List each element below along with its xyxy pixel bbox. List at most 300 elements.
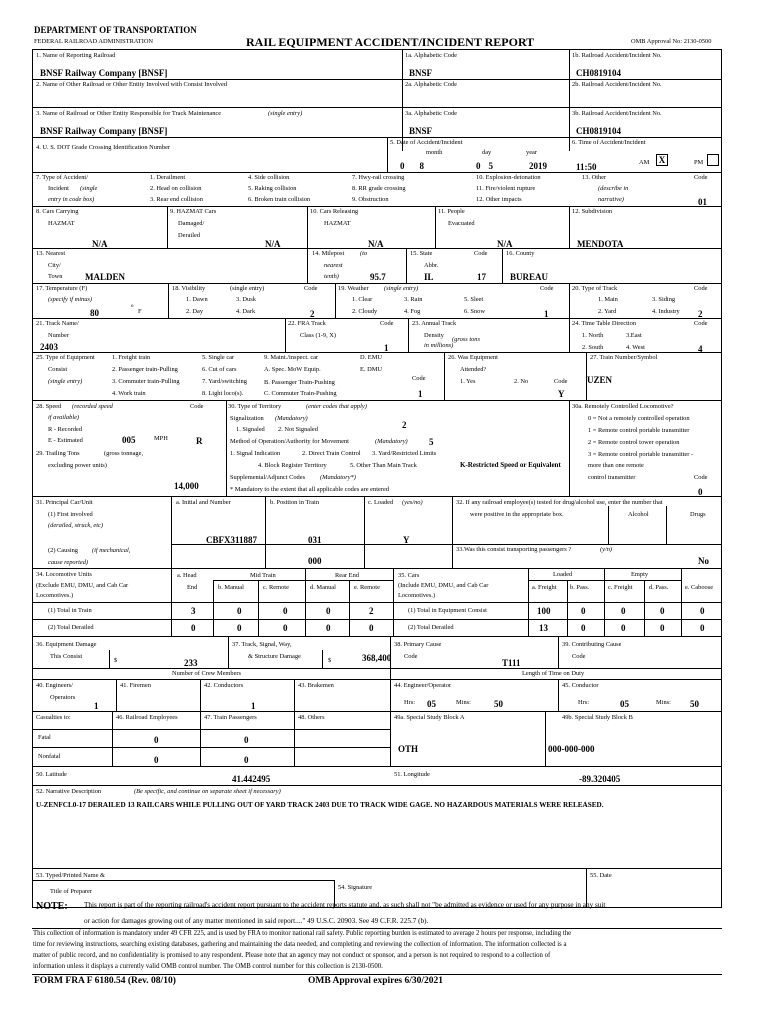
field-40-label: 40. Engineers/ (36, 682, 73, 689)
cars-e-caboose: e. Caboose (685, 584, 714, 591)
field-33-hint: (y/n) (600, 546, 613, 553)
field-49a-label: 49a. Special Study Block A (394, 714, 465, 721)
state-code-label: Code (474, 250, 488, 257)
loco-mid-label: Mid Train (250, 572, 276, 579)
field-8-label-b: HAZMAT (48, 220, 75, 227)
cars-total-derailed-label: (2) Total Derailed (408, 624, 454, 631)
supplemental-label: Supplemental/Adjunct Codes (230, 474, 306, 481)
passengers-fatal[interactable]: 0 (244, 735, 249, 745)
signalization-code[interactable]: 2 (402, 420, 407, 430)
field-22-label: 22. FRA Track (288, 320, 326, 327)
field-28-label: 28. Speed (36, 403, 62, 410)
loco-head-total[interactable]: 3 (191, 606, 196, 616)
field-35-label: 35. Cars (398, 572, 420, 579)
field-28-hint: (recorded speed (72, 403, 113, 410)
track-type-code[interactable]: 2 (698, 309, 703, 319)
wx-cloudy: 2. Cloudy (352, 308, 378, 315)
m-yard: 3. Yard/Restricted Limits (372, 450, 437, 457)
admin-title: FEDERAL RAILROAD ADMINISTRATION (34, 38, 154, 45)
field-23-label-b: Density (424, 332, 444, 339)
note-line-2: or action for damages growing out of any matter mentioned in said report...." 49 U.S.C. 20903. See 49 C.F.R. 225.7 (b). (84, 917, 429, 925)
m-block: 4. Block Register Territory (258, 462, 327, 469)
field-1-label: 1. Name of Reporting Railroad (36, 52, 116, 59)
frame-left (32, 49, 33, 907)
field-54-label: 54. Signature (338, 884, 373, 891)
field-48-label: 48. Others (298, 714, 325, 721)
loco-mid-manual: b. Manual (218, 584, 244, 591)
field-2-label: 2. Name of Other Railroad or Other Entity Involved with Consist Involved (36, 81, 227, 88)
field-7-label: 7. Type of Accident/ (36, 174, 88, 181)
field-34-label-b: (Exclude EMU, DMU, and Cab Car (36, 582, 129, 589)
cars-empty-pass-total[interactable]: 0 (660, 606, 665, 616)
maintenance-incident-no[interactable]: CH0819104 (576, 126, 621, 136)
field-40-label-b: Operators (50, 694, 76, 701)
field-30-hint: (enter codes that apply) (306, 403, 367, 410)
cars-caboose-total[interactable]: 0 (700, 606, 705, 616)
field-49b-label: 49b. Special Study Block B (562, 714, 633, 721)
dir-east: 3.East (626, 332, 642, 339)
field-19-hint: (single entry) (384, 285, 419, 292)
county-value[interactable]: BUREAU (510, 272, 549, 282)
m-signal: 1. Signal Indication (230, 450, 281, 457)
field-47-label: 47. Train Passengers (204, 714, 257, 721)
burden-line-1: This collection of information is mandatory under 49 CFR 225, and is used by FRA to monitor national rail safety. Public reporting burden is estimated to average 2 hours per response, including the (33, 930, 572, 937)
field-32-label-b: were positive in the appropriate box. (470, 511, 564, 518)
month-label: month (426, 149, 443, 156)
eq-yard: 7. Yard/switching (202, 378, 247, 385)
hazmat-carrying-value[interactable]: N/A (92, 239, 108, 249)
field-7-hint: (single (80, 185, 98, 192)
field-43-label: 43. Brakemen (298, 682, 334, 689)
eq-light-loco: 8. Light loco(s). (202, 390, 244, 397)
field-36-label: 36. Equipment Damage (36, 641, 97, 648)
field-39-code-label: Code (572, 653, 586, 660)
hazmat-damaged-value[interactable]: N/A (265, 239, 281, 249)
eng-hrs-label: Hrs: (404, 699, 416, 706)
field-53-label-b: Title of Preparer (50, 888, 93, 895)
reporting-incident-no[interactable]: CH0819104 (576, 68, 621, 78)
loco-rear-remote-total[interactable]: 2 (369, 606, 374, 616)
cars-empty-freight-total[interactable]: 0 (621, 606, 626, 616)
cond-mins-label: Mins: (656, 699, 671, 706)
alcohol-label: Alcohol (628, 511, 649, 518)
maintenance-railroad-code[interactable]: BNSF (409, 126, 433, 136)
burden-line-4: information unless it displays a currently valid OMB control number. The OMB control number for this collection is 2130-0500. (33, 963, 383, 970)
cars-empty-pass-derailed[interactable]: 0 (660, 623, 665, 633)
special-study-a-value[interactable]: OTH (398, 744, 419, 754)
pm-checkbox[interactable] (707, 154, 719, 166)
car-initial-value[interactable]: CBFX311887 (206, 535, 258, 545)
eq-dmu: E. DMU (360, 366, 383, 373)
rc-3b: more than one remote (588, 462, 644, 469)
field-29-label: 29. Trailing Tons (36, 450, 80, 457)
sig-signaled: 1. Signaled (236, 426, 265, 433)
pm-label: PM (694, 159, 704, 166)
m-other: 5. Other Than Main Track (350, 462, 417, 469)
field-3-hint: (single entry) (268, 110, 303, 117)
time-value[interactable]: 11:50 (576, 162, 597, 172)
field-9-label-c: Derailed (178, 232, 200, 239)
reporting-railroad-value[interactable]: BNSF Railway Company [BNSF] (40, 68, 168, 78)
car-loaded-value[interactable]: Y (403, 535, 410, 545)
loco-total-derailed-label: (2) Total Derailed (48, 624, 94, 631)
field-41-label: 41. Firemen (120, 682, 151, 689)
cars-total-consist-label: (1) Total in Equipment Consist (408, 607, 487, 614)
field-1b-label: 1b. Railroad Accident/Incident No. (572, 52, 662, 59)
eq-comm-push: C. Commuter Train-Pushing (264, 390, 337, 397)
special-study-b-value[interactable]: 000-000-000 (548, 744, 595, 754)
field-21-label-b: Number (48, 332, 69, 339)
narrative-value[interactable]: U-ZENFCL0-17 DERAILED 13 RAILCARS WHILE PULLING OUT OF YARD TRACK 2403 DUE TO TRACK WIDE GAGE. NO HAZARDOUS MATERIALS WERE RELEASED. (36, 801, 604, 809)
wx-fog: 4. Fog (404, 308, 421, 315)
trailing-tons-value[interactable]: 14,000 (174, 481, 199, 491)
equipment-type-code[interactable]: 1 (418, 389, 423, 399)
day-label: day (482, 149, 492, 156)
casualties-label: Casualties to: (36, 714, 71, 721)
form-number: FORM FRA F 6180.54 (Rev. 08/10) (34, 976, 176, 986)
rc-3: 3 = Remote control portable transmitter - (588, 451, 694, 458)
field-53-label: 53. Typed/Printed Name & (36, 872, 106, 879)
loco-mid-remote-total[interactable]: 0 (283, 606, 288, 616)
field-30-label: 30. Type of Territory (228, 403, 282, 410)
cars-caboose-derailed[interactable]: 0 (700, 623, 705, 633)
opt-broken: 6. Broken train collision (248, 196, 311, 203)
opt-head-on: 2. Head on collision (150, 185, 202, 192)
field-31c-label: c. Loaded (368, 499, 394, 506)
field-14-label: 14. Milepost (312, 250, 345, 257)
empty-label: Empty (631, 571, 649, 578)
signalization-mandatory: (Mandatory) (275, 415, 308, 422)
state-code-value[interactable]: 17 (477, 272, 486, 282)
method-mandatory: (Mandatory) (375, 438, 408, 445)
field-17-hint: (specify if minus) (48, 296, 93, 303)
temperature-value[interactable]: 80 (90, 308, 99, 318)
field-18-label: 18. Visibility (172, 285, 206, 292)
field-37-label: 37. Track, Signal, Way, (232, 641, 292, 648)
opt-hwy-rail: 7. Hwy-rail crossing (352, 174, 405, 181)
rc-1: 1 = Remote control portable transmitter (588, 427, 690, 434)
field-34-label-c: Locomotives.) (36, 592, 74, 599)
opt-rr-grade: 8. RR grade crossing (352, 185, 406, 192)
field-23-hint: (gross tons (452, 336, 480, 343)
loco-head-derailed[interactable]: 0 (191, 623, 196, 633)
loco-total-train-label: (1) Total in Train (48, 607, 92, 614)
field-35-label-c: Locomotives.) (398, 592, 436, 599)
field-44-label: 44. Engineer/Operator (394, 682, 452, 689)
field-31a-label: a. Initial and Number (176, 499, 231, 506)
cars-empty-freight-derailed[interactable]: 0 (621, 623, 626, 633)
hazmat-releasing-value[interactable]: N/A (368, 239, 384, 249)
train-symbol-value[interactable]: UZEN (587, 375, 613, 385)
attended-code-label: Code (554, 378, 568, 385)
loco-mid-manual-derailed[interactable]: 0 (237, 623, 242, 633)
field-25-label-b: Consist (48, 366, 68, 373)
vis-code-label: Code (304, 285, 318, 292)
loco-rear-remote-derailed[interactable]: 0 (369, 623, 374, 633)
sig-not-signaled: 2. Not Signaled (278, 426, 318, 433)
dir-west: 4. West (626, 344, 645, 351)
nonfatal-label: Nonfatal (38, 753, 61, 760)
speed-estimated-label: E - Estimated (48, 437, 83, 444)
track-damage-value[interactable]: 368,400 (362, 653, 392, 663)
loco-head-label: a. Head (177, 572, 197, 579)
opt-obstruction: 9. Obstruction (352, 196, 389, 203)
m-restricted: K-Restricted Speed or Equivalent (460, 461, 561, 469)
speed-value[interactable]: 005 (122, 435, 136, 445)
dept-title: DEPARTMENT OF TRANSPORTATION (34, 25, 197, 35)
burden-line-3: matter of public record, and no confidentiality is promised to any respondent. Please note that an agency may not conduct or sponsor, and a person is not required to respond to a collection of (33, 952, 551, 959)
field-18-hint: (single entry) (230, 285, 265, 292)
field-11-label: 11. People (438, 208, 465, 215)
field-31-2-hint-b: cause reported) (48, 559, 89, 566)
eq-cut-cars: 6. Cut of cars (202, 366, 237, 373)
opt-fire: 11. Fire/violent rupture (476, 185, 536, 192)
field-39-label: 39. Contributing Cause (562, 641, 622, 648)
loco-mid-manual-total[interactable]: 0 (237, 606, 242, 616)
field-13-label-c: Town (48, 273, 63, 280)
eq-emu: D. EMU (360, 354, 383, 361)
wx-sleet: 5. Sleet (464, 296, 484, 303)
day-value[interactable]: 05 (476, 161, 501, 171)
field-10-label-b: HAZMAT (324, 220, 351, 227)
weather-code[interactable]: 1 (544, 309, 549, 319)
speed-code-label: Code (190, 403, 204, 410)
field-14-hint-c: tenth) (324, 273, 339, 280)
field-23-label: 23. Annual Track (412, 320, 457, 327)
opt-explosion: 10. Explosion-detonation (476, 174, 541, 181)
remote-code[interactable]: 0 (698, 487, 703, 497)
field-34-label: 34. Locomotive Units (36, 571, 92, 578)
am-checkbox[interactable]: X (656, 154, 668, 166)
employees-nonfatal[interactable]: 0 (154, 755, 159, 765)
field-5-label: 5. Date of Accident/Incident (390, 139, 463, 146)
field-3-label: 3. Name of Railroad or Other Entity Responsible for Track Maintenance (36, 110, 222, 117)
conductors-value[interactable]: 1 (251, 701, 256, 711)
loco-rear-remote: e. Remote (354, 584, 380, 591)
dollar-sign-36: $ (114, 657, 118, 664)
opt-other-hint: (describe in (598, 185, 629, 192)
passengers-value[interactable]: No (698, 556, 709, 566)
field-50-label: 50. Latitude (36, 771, 67, 778)
vis-day: 2. Day (186, 308, 204, 315)
rc-3c: control transmitter (588, 474, 636, 481)
field-1a-label: 1a. Alphabetic Code (405, 52, 457, 59)
employees-fatal[interactable]: 0 (154, 735, 159, 745)
note-line-1: This report is part of the reporting railroad's accident report pursuant to the accident reports statute and, as such shall not "be admitted as evidence or used for any purpose in any suit (84, 901, 606, 909)
field-19-label: 19. Weather (338, 285, 369, 292)
cars-loaded-freight-derailed[interactable]: 13 (539, 623, 548, 633)
field-23-hint-b: in millions) (424, 342, 454, 349)
field-29-hint: (gross tonnage, (104, 450, 144, 457)
cars-loaded-freight-total[interactable]: 100 (537, 606, 551, 616)
field-26-label-b: Attended? (460, 366, 487, 373)
longitude-value[interactable]: -89.320405 (579, 774, 621, 784)
eq-freight: 1. Freight train (112, 354, 151, 361)
cond-hrs-label: Hrs: (578, 699, 590, 706)
engineer-minutes[interactable]: 50 (494, 699, 503, 709)
cars-d-pass: d. Pass. (649, 584, 669, 591)
primary-cause-value[interactable]: T111 (502, 658, 521, 668)
dir-north: 1. North (582, 332, 604, 339)
field-28-hint-b: if available) (48, 414, 80, 421)
maintenance-railroad-value[interactable]: BNSF Railway Company [BNSF] (40, 126, 168, 136)
frame-top (32, 49, 722, 50)
cars-loaded-pass-derailed[interactable]: 0 (581, 623, 586, 633)
field-2a-label: 2a. Alphabetic Code (405, 81, 457, 88)
loco-rear-label: Rear End (335, 572, 359, 579)
field-31-2-label: (2) Causing (48, 547, 78, 554)
loco-rear-manual: d. Manual (310, 584, 336, 591)
year-value[interactable]: 2019 (529, 161, 547, 171)
field-3b-label: 3b. Railroad Accident/Incident No. (572, 110, 662, 117)
field-35-label-b: (Include EMU, DMU, and Cab Car (398, 582, 489, 589)
loco-mid-remote: c. Remote (263, 584, 289, 591)
mandatory-note: * Mandatory to the extent that all applicable codes are entered (230, 486, 389, 493)
omb-number: OMB Approval No: 2130-0500 (631, 38, 712, 45)
field-38-label: 38. Primary Cause (394, 641, 442, 648)
car-position-value[interactable]: 031 (308, 535, 322, 545)
track-yard: 2. Yard (598, 308, 617, 315)
loco-rear-manual-derailed[interactable]: 0 (326, 623, 331, 633)
dir-south: 2. South (582, 344, 604, 351)
field-26-label: 26. Was Equipment (448, 354, 498, 361)
visibility-code[interactable]: 2 (310, 309, 315, 319)
burden-line-2: time for reviewing instructions, searching existing databases, gathering and maintaining the data needed, and completing and reviewing the collection of information. The information collected is a (33, 941, 567, 948)
field-16-label: 16. County (506, 250, 535, 257)
signalization-label: Signalization (230, 415, 264, 422)
dollar-sign-37: $ (328, 657, 332, 664)
omb-expires: OMB Approval expires 6/30/2021 (308, 976, 444, 986)
field-45-label: 45. Conductor (562, 682, 599, 689)
people-evacuated-value[interactable]: N/A (497, 239, 513, 249)
loco-rear-manual-total[interactable]: 0 (326, 606, 331, 616)
conductor-hours[interactable]: 05 (620, 699, 629, 709)
speed-recorded-label: R - Recorded (48, 426, 83, 433)
opt-other: 13. Other (582, 174, 607, 181)
loco-end-label: End (187, 584, 198, 591)
rc-2: 2 = Remote control tower operation (588, 439, 680, 446)
track-name-value[interactable]: 2403 (40, 342, 58, 352)
car2-position-value[interactable]: 000 (308, 556, 322, 566)
engineers-value[interactable]: 1 (94, 701, 99, 711)
cars-c-freight: c. Freight (608, 584, 633, 591)
mph-label: MPH (154, 435, 168, 442)
rc-code-label: Code (694, 474, 708, 481)
crew-members-label: Number of Crew Members (172, 670, 242, 677)
rc-0: 0 = Not a remotely controlled operation (588, 415, 690, 422)
accident-type-code[interactable]: 01 (698, 197, 707, 207)
eq-comm-pull: 3. Commuter train-Pulling (112, 378, 180, 385)
opt-derailment: 1. Derailment (150, 174, 186, 181)
vis-dawn: 1. Dawn (186, 296, 208, 303)
code-label: Code (694, 174, 708, 181)
milepost-value[interactable]: 95.7 (370, 272, 386, 282)
track-siding: 3. Siding (652, 296, 676, 303)
field-2b-label: 2b. Railroad Accident/Incident No. (572, 81, 662, 88)
field-8-label: 8. Cars Carrying (36, 208, 79, 215)
dir-code-label: Code (694, 320, 708, 327)
wx-snow: 6. Snow (464, 308, 485, 315)
speed-code[interactable]: R (196, 436, 203, 446)
cars-a-freight: a. Freight (532, 584, 557, 591)
field-9-label: 9. HAZMAT Cars (170, 208, 217, 215)
method-label: Method of Operation/Authority for Movement (230, 438, 349, 445)
direction-code[interactable]: 4 (698, 344, 703, 354)
subdivision-value[interactable]: MENDOTA (577, 239, 624, 249)
field-14-hint: (to (360, 250, 368, 257)
track-main: 1. Main (598, 296, 618, 303)
cars-loaded-pass-total[interactable]: 0 (581, 606, 586, 616)
field-32-label: 32. If any railroad employee(s) tested for drug/alcohol use, enter the number that (456, 499, 663, 506)
eq-pass-push: B. Passenger Train-Pushing (264, 379, 335, 386)
wx-code-label: Code (540, 285, 554, 292)
engineer-hours[interactable]: 05 (427, 699, 436, 709)
fatal-label: Fatal (38, 734, 51, 741)
field-15-label: 15. State (410, 250, 433, 257)
latitude-value[interactable]: 41.442495 (232, 774, 271, 784)
field-31c-hint: (yes/no) (402, 499, 423, 506)
opt-side: 4. Side collision (248, 174, 290, 181)
field-4-label: 4. U. S. DOT Grade Crossing Identification Number (36, 144, 171, 151)
passengers-nonfatal[interactable]: 0 (244, 755, 249, 765)
field-12-label: 12. Subdivision (572, 208, 613, 215)
state-value[interactable]: IL (424, 272, 434, 282)
cars-b-pass: b. Pass. (570, 584, 590, 591)
equipment-damage-value[interactable]: 233 (184, 658, 198, 668)
track-code-label: Code (694, 285, 708, 292)
field-52-label: 52. Narrative Description (36, 788, 102, 795)
city-value[interactable]: MALDEN (85, 272, 125, 282)
field-13-label: 13. Nearest (36, 250, 66, 257)
note-label: NOTE: (36, 901, 68, 912)
am-label: AM (639, 159, 650, 166)
opt-rear-end: 3. Rear end collision (150, 196, 203, 203)
field-7-hint-b: entry in code box) (48, 196, 95, 203)
degree-mark: o (131, 304, 134, 309)
eq-code-label: Code (412, 375, 426, 382)
eq-mow: A. Spec. MoW Equip. (264, 366, 321, 373)
field-10-label: 10. Cars Releasing (310, 208, 359, 215)
form-title: RAIL EQUIPMENT ACCIDENT/INCIDENT REPORT (246, 35, 535, 49)
attended-code[interactable]: Y (558, 389, 565, 399)
wx-clear: 1. Clear (352, 296, 373, 303)
length-time-label: Length of Time on Duty (522, 670, 585, 677)
field-14-hint-b: nearest (324, 262, 343, 269)
method-code[interactable]: 5 (429, 437, 434, 447)
frame-right (721, 49, 722, 907)
field-31b-label: b. Position in Train (270, 499, 320, 506)
field-31-2-hint: (if mechanical, (92, 547, 131, 554)
eq-work: 4. Work train (112, 390, 146, 397)
field-42-label: 42. Conductors (204, 682, 244, 689)
track-class-value[interactable]: 1 (384, 343, 389, 353)
field-7-label-b: Incident (48, 185, 69, 192)
field-31-1-label: (1) First involved (48, 511, 93, 518)
conductor-minutes[interactable]: 50 (690, 699, 699, 709)
field-25-label: 25. Type of Equipment (36, 354, 95, 361)
field-22-label-b: Class (1-9, X) (300, 332, 337, 339)
eq-pass-pull: 2. Passenger train-Pulling (112, 366, 178, 373)
loaded-label: Loaded (553, 571, 573, 578)
year-label: year (526, 149, 537, 156)
field-21-label: 21. Track Name/ (36, 320, 79, 327)
reporting-railroad-code[interactable]: BNSF (409, 68, 433, 78)
field-51-label: 51. Longitude (394, 771, 430, 778)
loco-mid-remote-derailed[interactable]: 0 (283, 623, 288, 633)
month-value[interactable]: 08 (400, 161, 439, 171)
field-24-label: 24. Time Table Direction (572, 320, 637, 327)
field-31-1-hint: (derailed, struck, etc) (48, 522, 104, 529)
